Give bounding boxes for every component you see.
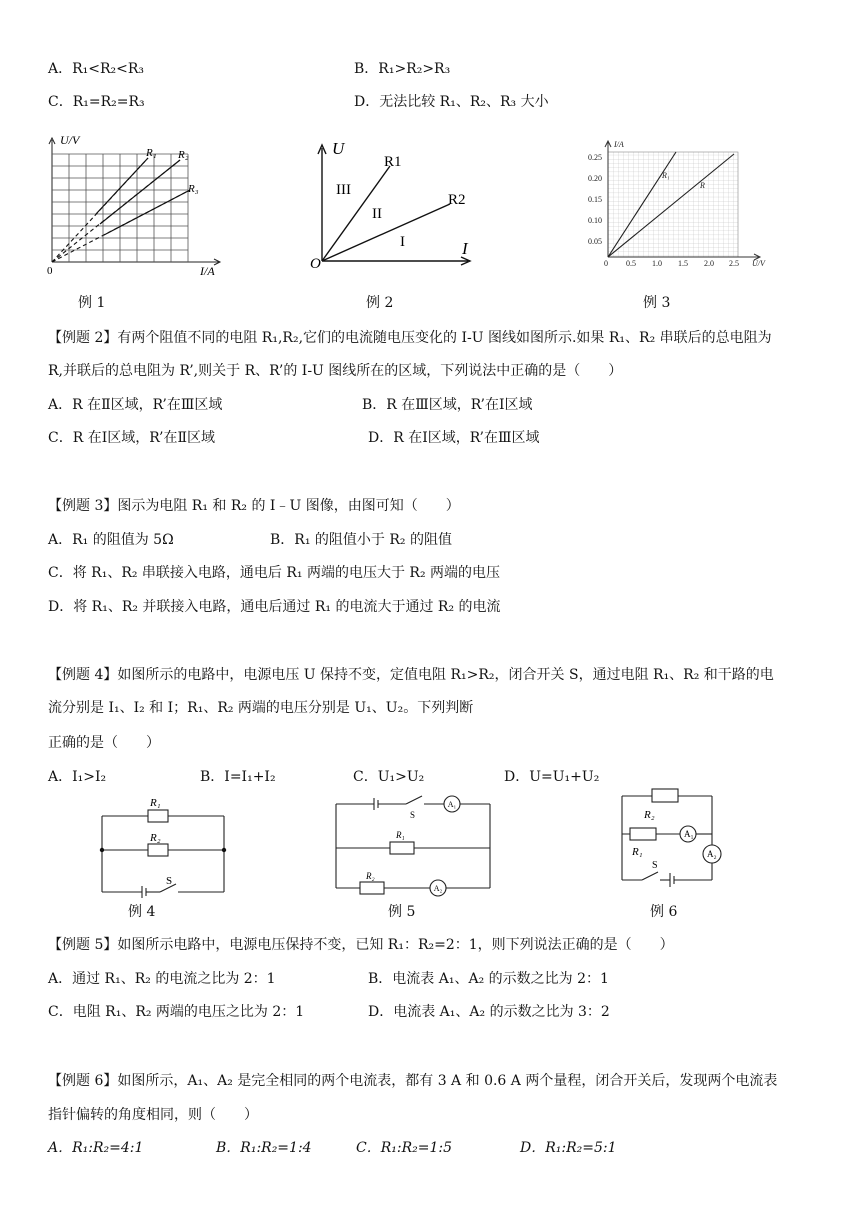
y-axis-label: U [332, 139, 345, 158]
caption-example-5: 例 5 [388, 904, 416, 920]
switch-label: S [166, 875, 173, 887]
q2-option-c: C．R 在Ⅰ区域，R’在Ⅱ区域 [48, 430, 215, 446]
x-tick-0: 0 [604, 259, 608, 268]
q5-option-b: B．电流表 A₁、A₂ 的示数之比为 2：1 [368, 971, 609, 987]
q2-option-d: D．R 在Ⅰ区域，R’在Ⅲ区域 [368, 430, 540, 446]
q2-option-b: B．R 在Ⅲ区域，R’在Ⅰ区域 [362, 397, 533, 413]
region-2-label: II [372, 206, 382, 222]
r1-label: R₁ [150, 797, 161, 809]
q3-stem: 【例题 3】图示为电阻 R₁ 和 R₂ 的 I﹣U 图像，由图可知（ ） [48, 498, 460, 514]
a2-label: A₂ [433, 884, 443, 893]
y-axis-label: U/V [60, 133, 80, 147]
q1-option-b: B．R₁>R₂>R₃ [354, 61, 451, 77]
caption-example-4: 例 4 [128, 904, 156, 920]
caption-example-2: 例 2 [366, 295, 394, 311]
q4-stem-line-1: 【例题 4】如图所示的电路中，电源电压 U 保持不变，定值电阻 R₁>R₂，闭合开关 S，通过电阻 R₁、R₂ 和干路的电 [48, 667, 774, 683]
q1-option-d: D．无法比较 R₁、R₂、R₃ 大小 [354, 94, 549, 110]
q5-option-d: D．电流表 A₁、A₂ 的示数之比为 3：2 [368, 1004, 610, 1020]
a1-label: A₁ [447, 800, 457, 809]
q6-option-c: C．R₁:R₂=1:5 [356, 1140, 452, 1156]
caption-example-1: 例 1 [78, 295, 106, 311]
origin-label: O [310, 256, 321, 271]
q3-option-c: C．将 R₁、R₂ 串联接入电路，通电后 R₁ 两端的电压大于 R₂ 两端的电压 [48, 565, 501, 581]
switch-label: S [410, 810, 416, 820]
q3-option-b: B．R₁ 的阻值小于 R₂ 的阻值 [270, 532, 452, 548]
r1-label: R₁ [662, 171, 670, 180]
caption-example-6: 例 6 [650, 904, 678, 920]
y-tick-005: 0.05 [588, 237, 602, 246]
y-axis-label: I/A [614, 140, 624, 149]
line-r2 [322, 204, 450, 261]
r2-label: R₂ [366, 871, 375, 881]
region-3-label: III [336, 182, 351, 198]
q6-option-a: A．R₁:R₂=4:1 [48, 1140, 144, 1156]
q4-option-b: B．I=I₁+I₂ [200, 769, 276, 785]
q5-stem: 【例题 5】如图所示电路中，电源电压保持不变，已知 R₁：R₂=2：1，则下列说法正确的是（ ） [48, 937, 674, 953]
q4-option-a: A．I₁>I₂ [48, 769, 107, 785]
figure-example-4 [96, 794, 236, 898]
x-tick-05: 0.5 [626, 259, 636, 268]
x-tick-25: 2.5 [729, 259, 739, 268]
q4-stem-line-3: 正确的是（ ） [48, 735, 160, 751]
q2-stem-line-1: 【例题 2】有两个阻值不同的电阻 R₁,R₂,它们的电流随电压变化的 I-U 图线如图所示.如果 R₁、R₂ 串联后的总电阻为 [48, 330, 772, 346]
figure-example-6 [612, 784, 737, 888]
region-1-label: I [400, 234, 405, 250]
r-label: R [700, 181, 705, 190]
r2-label: R2 [448, 192, 466, 208]
r1-label: R₁ [632, 846, 643, 858]
q1-option-c: C．R₁=R₂=R₃ [48, 94, 145, 110]
q6-stem-line-2: 指针偏转的角度相同，则（ ） [48, 1107, 258, 1123]
q2-option-a: A．R 在Ⅱ区域，R’在Ⅲ区域 [48, 397, 223, 413]
x-axis-label: U/V [752, 259, 765, 268]
a1-label: A₁ [684, 829, 694, 839]
q3-option-d: D．将 R₁、R₂ 并联接入电路，通电后通过 R₁ 的电流大于通过 R₂ 的电流 [48, 599, 501, 615]
q5-option-c: C．电阻 R₁、R₂ 两端的电压之比为 2：1 [48, 1004, 305, 1020]
q5-option-a: A．通过 R₁、R₂ 的电流之比为 2：1 [48, 971, 276, 987]
q6-option-b: B．R₁:R₂=1:4 [216, 1140, 312, 1156]
x-tick-20: 2.0 [704, 259, 714, 268]
q4-option-d: D．U=U₁+U₂ [504, 769, 600, 785]
a2-label: A₂ [707, 849, 717, 859]
y-tick-020: 0.20 [588, 174, 602, 183]
figure-example-5 [330, 792, 500, 898]
x-axis-label: I/A [200, 264, 215, 277]
x-tick-15: 1.5 [678, 259, 688, 268]
switch-label: S [652, 860, 658, 871]
q6-option-d: D．R₁:R₂=5:1 [520, 1140, 617, 1156]
q4-option-c: C．U₁>U₂ [353, 769, 425, 785]
origin-label: 0 [47, 265, 53, 277]
figure-example-3 [588, 138, 778, 273]
r1-label: R₁ [396, 830, 405, 840]
r1-label: R1 [384, 154, 402, 170]
r2-label: R₂ [178, 149, 189, 161]
r1-label: R₁ [146, 147, 157, 159]
x-axis-label: I [462, 239, 468, 258]
x-tick-10: 1.0 [652, 259, 662, 268]
y-tick-015: 0.15 [588, 195, 602, 204]
r3-label: R₃ [188, 183, 199, 195]
q6-stem-line-1: 【例题 6】如图所示，A₁、A₂ 是完全相同的两个电流表，都有 3 A 和 0.6 A 两个量程，闭合开关后，发现两个电流表 [48, 1073, 778, 1089]
y-tick-025: 0.25 [588, 153, 602, 162]
q3-option-a: A．R₁ 的阻值为 5Ω [48, 532, 174, 548]
figure-example-2 [308, 136, 483, 271]
figure-example-1 [40, 132, 230, 277]
q4-stem-line-2: 流分别是 I₁、I₂ 和 I；R₁、R₂ 两端的电压分别是 U₁、U₂。下列判断 [48, 700, 474, 716]
r2-label: R₂ [644, 809, 655, 821]
q1-option-a: A．R₁<R₂<R₃ [48, 61, 145, 77]
r2-label: R₂ [150, 832, 161, 844]
y-tick-010: 0.10 [588, 216, 602, 225]
caption-example-3: 例 3 [643, 295, 671, 311]
q2-stem-line-2: R,并联后的总电阻为 R’,则关于 R、R’的 I-U 图线所在的区域，下列说法中正确的是（ ） [48, 363, 623, 379]
